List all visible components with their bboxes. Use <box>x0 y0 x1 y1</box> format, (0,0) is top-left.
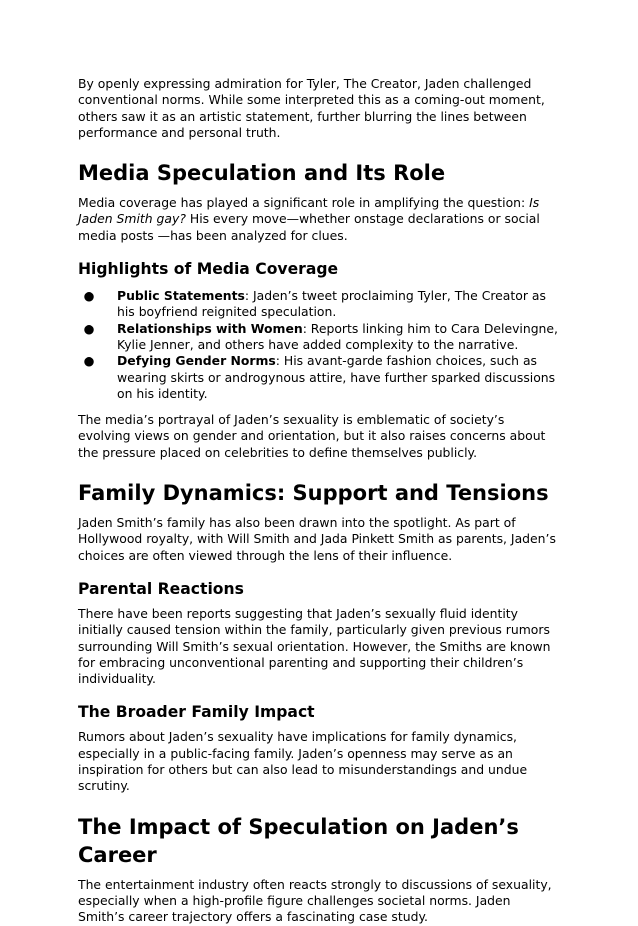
bullet-icon: ● <box>83 353 95 369</box>
media-paragraph-end: His every move—whether onstage declarations or social media posts —has been analyzed for clues. <box>78 211 540 243</box>
broader-family-heading: The Broader Family Impact <box>78 703 315 722</box>
bullet-icon: ● <box>83 288 95 304</box>
list-item-text: : Jaden’s tweet proclaiming Tyler, The Creator as his boyfriend reignited speculation. <box>117 288 546 320</box>
highlights-list <box>78 288 560 402</box>
list-item-text: : His avant-garde fashion choices, such as wearing skirts or androgynous attire, have further sparked discussions on his identity. <box>117 353 556 401</box>
list-item <box>78 353 560 402</box>
broader-family-paragraph: Rumors about Jaden’s sexuality have implications for family dynamics, especially in a public-facing family. Jaden’s openness may serve as an inspiration for others but can also lead to misunderstandings and undue scrutiny. <box>78 729 528 794</box>
bullet-icon: ● <box>83 320 95 336</box>
list-item-term: Public Statements <box>117 288 245 304</box>
family-heading: Family Dynamics: Support and Tensions <box>78 481 549 506</box>
list-item-term: Relationships with Women <box>117 320 303 336</box>
career-paragraph: The entertainment industry often reacts strongly to discussions of sexuality, especially when a high-profile figure challenges societal norms. Jaden Smith’s career trajectory offers a fascinating case study. <box>78 876 552 925</box>
parental-paragraph: There have been reports suggesting that Jaden’s sexually fluid identity initially caused tension within the family, particularly given previous rumors surrounding Will Smith’s sexual orientation. However, the Smiths are known for embracing unconventional parenting and supporting their children’s individuality. <box>78 605 551 687</box>
family-paragraph: Jaden Smith’s family has also been drawn into the spotlight. As part of Hollywood royalty, with Will Smith and Jada Pinkett Smith as parents, Jaden’s choices are often viewed through the lens of their influence. <box>78 515 556 563</box>
list-item <box>78 288 560 321</box>
list-item-text: : Reports linking him to Cara Delevingne, Kylie Jenner, and others have added complexity to the narrative. <box>117 320 558 352</box>
highlights-heading: Highlights of Media Coverage <box>78 260 339 279</box>
media-paragraph-question: Is Jaden Smith gay? <box>78 195 540 227</box>
intro-paragraph: By openly expressing admiration for Tyler, The Creator, Jaden challenged conventional norms. While some interpreted this as a coming-out moment, others saw it as an artistic statement, further blurring the lines between performance and personal truth. <box>78 76 545 140</box>
list-item <box>78 321 560 354</box>
career-heading: The Impact of Speculation on Jaden’s Career <box>78 814 519 867</box>
media-paragraph-start: Media coverage has played a significant role in amplifying the question: <box>78 195 530 211</box>
media-heading: Media Speculation and Its Role <box>78 161 446 186</box>
parental-heading: Parental Reactions <box>78 579 244 598</box>
media-paragraph <box>78 195 560 244</box>
media-closing-paragraph: The media’s portrayal of Jaden’s sexuality is emblematic of society’s evolving views on gender and orientation, but it also raises concerns about the pressure placed on celebrities to define themselves publicly. <box>78 412 546 460</box>
list-item-term: Defying Gender Norms <box>117 353 276 369</box>
